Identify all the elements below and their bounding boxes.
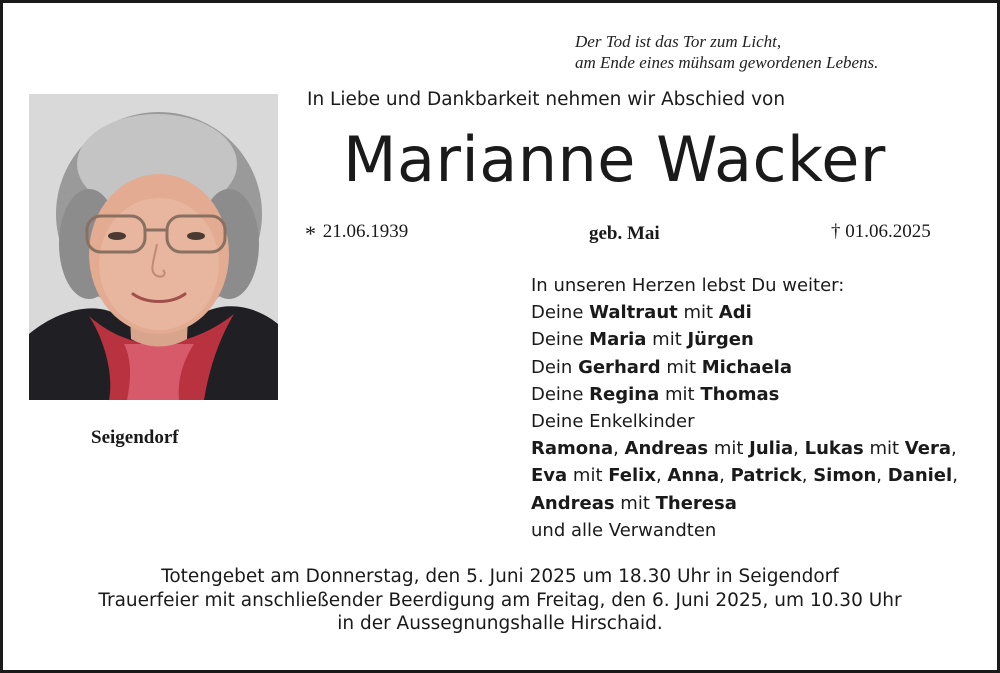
- place-of-residence: Seigendorf: [91, 427, 179, 448]
- separator-text: ,: [876, 465, 888, 487]
- child-name: Maria: [589, 329, 647, 351]
- family-list: [531, 272, 958, 544]
- grandchildren-label: Deine Enkelkinder: [531, 411, 695, 433]
- grandchild-name: Felix: [608, 465, 656, 487]
- family-closing: und alle Verwandten: [531, 519, 717, 541]
- child-prefix: Dein: [531, 356, 573, 378]
- grandchild-name: Andreas: [624, 438, 709, 460]
- separator-text: mit: [708, 438, 750, 460]
- death-date-line: [831, 221, 931, 243]
- grandchild-name: Julia: [749, 438, 794, 460]
- service-details: [3, 565, 997, 636]
- separator-text: mit: [863, 438, 905, 460]
- separator-text: ,: [952, 465, 958, 487]
- child-line: [531, 381, 958, 408]
- separator-text: ,: [801, 465, 814, 487]
- separator-text: ,: [950, 438, 957, 460]
- memorial-quote: [575, 31, 878, 73]
- grandchild-name: Vera: [904, 438, 951, 460]
- separator-text: ,: [655, 465, 668, 487]
- child-line: [531, 354, 958, 381]
- grandchild-name: Anna: [667, 465, 720, 487]
- child-partner: Thomas: [700, 383, 780, 405]
- child-partner: Adi: [718, 302, 752, 324]
- service-line-3: in der Aussegnungshalle Hirschaid.: [337, 613, 663, 634]
- child-line: [531, 299, 958, 326]
- separator-text: mit: [567, 465, 609, 487]
- grandchild-name: Ramona: [531, 438, 614, 460]
- death-symbol: †: [831, 221, 841, 242]
- family-heading: In unseren Herzen lebst Du weiter:: [531, 275, 845, 296]
- grandchildren-line: [531, 435, 958, 462]
- child-prefix: Deine: [531, 383, 584, 405]
- quote-line-1: Der Tod ist das Tor zum Licht,: [575, 32, 782, 51]
- service-line-1: Totengebet am Donnerstag, den 5. Juni 2025 um 18.30 Uhr in Seigendorf: [161, 566, 839, 587]
- birth-date-line: [305, 221, 408, 247]
- intro-line: In Liebe und Dankbarkeit nehmen wir Abschied von: [307, 89, 786, 110]
- service-line-2: Trauerfeier mit anschließender Beerdigung am Freitag, den 6. Juni 2025, um 10.30 Uhr: [98, 589, 902, 611]
- maiden-name: geb. Mai: [589, 223, 660, 244]
- child-joiner: mit: [666, 356, 696, 378]
- child-partner: Michaela: [701, 356, 792, 378]
- child-name: Regina: [589, 383, 660, 405]
- separator-text: ,: [793, 438, 805, 460]
- grandchild-name: Simon: [813, 465, 877, 487]
- child-joiner: mit: [664, 383, 695, 405]
- grandchild-name: Patrick: [730, 465, 802, 487]
- grandchildren-line: [531, 462, 958, 489]
- death-date: 01.06.2025: [845, 221, 931, 242]
- child-joiner: mit: [652, 329, 682, 351]
- grandchild-name: Andreas: [531, 492, 615, 514]
- child-name: Waltraut: [589, 302, 678, 324]
- separator-text: mit: [614, 492, 656, 514]
- grandchild-name: Lukas: [804, 438, 864, 460]
- child-line: [531, 326, 958, 353]
- grandchild-name: Eva: [531, 465, 568, 487]
- deceased-name: Marianne Wacker: [343, 123, 886, 196]
- separator-text: ,: [719, 465, 731, 487]
- portrait-photo: [29, 94, 278, 400]
- child-partner: Jürgen: [687, 329, 754, 351]
- birth-symbol: *: [305, 221, 316, 246]
- child-prefix: Deine: [531, 302, 584, 324]
- birth-date: 21.06.1939: [322, 221, 409, 242]
- grandchild-name: Theresa: [655, 492, 737, 514]
- child-prefix: Deine: [531, 329, 584, 351]
- quote-line-2: am Ende eines mühsam gewordenen Lebens.: [575, 53, 879, 72]
- grandchildren-line: [531, 490, 958, 517]
- grandchild-name: Daniel: [887, 465, 953, 487]
- child-name: Gerhard: [578, 356, 661, 378]
- child-joiner: mit: [683, 302, 714, 324]
- separator-text: ,: [613, 438, 625, 460]
